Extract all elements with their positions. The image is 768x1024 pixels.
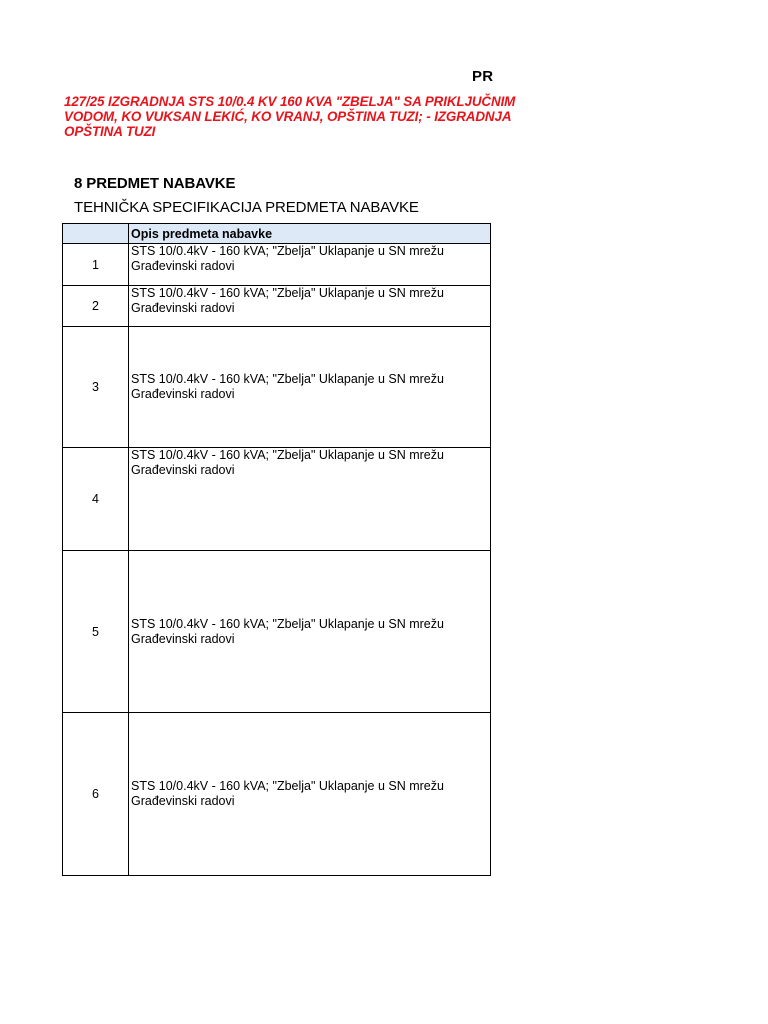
row-description-line-1: STS 10/0.4kV - 160 kVA; "Zbelja" Uklapanje u SN mrežu [131,372,444,386]
procurement-title [64,94,764,139]
row-description-line-1: STS 10/0.4kV - 160 kVA; "Zbelja" Uklapanje u SN mrežu [131,244,444,258]
table-row [63,327,491,448]
procurement-title-line-1: 127/25 IZGRADNJA STS 10/0.4 KV 160 KVA "ZBELJA" SA PRIKLJUČNIM [64,94,516,109]
row-description-line-1: STS 10/0.4kV - 160 kVA; "Zbelja" Uklapanje u SN mrežu [131,779,444,793]
row-number: 5 [63,551,129,713]
row-description-line-2: Građevinski radovi [131,387,235,401]
table-row [63,713,491,876]
procurement-title-line-2: VODOM, KO VUKSAN LEKIĆ, KO VRANJ, OPŠTINA TUZI; - IZGRADNJA [64,109,512,124]
row-description [129,244,491,286]
row-number: 6 [63,713,129,876]
row-description [129,551,491,713]
table-row [63,286,491,327]
row-number: 1 [63,244,129,286]
row-number: 2 [63,286,129,327]
row-description-line-2: Građevinski radovi [131,631,235,646]
row-description [129,448,491,551]
section-subheading: TEHNIČKA SPECIFIKACIJA PREDMETA NABAVKE [74,199,419,216]
procurement-title-line-3: OPŠTINA TUZI [64,124,156,139]
row-description-line-2: Građevinski radovi [131,301,235,315]
row-number: 4 [63,448,129,551]
table-header-row [63,224,491,244]
row-description [129,713,491,876]
section-heading: 8 PREDMET NABAVKE [74,175,236,192]
row-description-line-2: Građevinski radovi [131,259,235,273]
row-description-line-1: STS 10/0.4kV - 160 kVA; "Zbelja" Uklapanje u SN mrežu [131,448,444,462]
column-header-description: Opis predmeta nabavke [129,224,491,244]
table-row [63,448,491,551]
row-description [129,327,491,448]
row-description-line-1: STS 10/0.4kV - 160 kVA; "Zbelja" Uklapanje u SN mrežu [131,286,444,300]
row-number: 3 [63,327,129,448]
row-description [129,286,491,327]
table-row [63,551,491,713]
table-row [63,244,491,286]
row-description-line-2: Građevinski radovi [131,463,235,477]
document-header-fragment: PR [472,68,494,85]
specification-table [62,223,491,876]
row-description-line-2: Građevinski radovi [131,794,235,808]
row-description-line-1: STS 10/0.4kV - 160 kVA; "Zbelja" Uklapanje u SN mrežu [131,616,444,631]
column-header-number [63,224,129,244]
